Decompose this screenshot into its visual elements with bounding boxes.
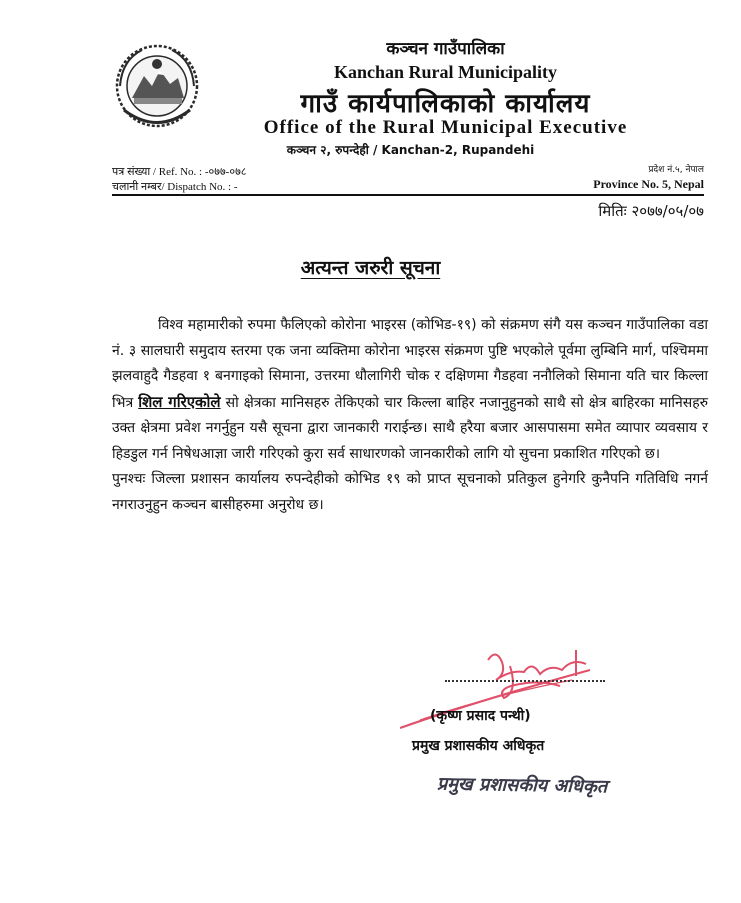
notice-body <box>112 313 708 518</box>
official-stamp: प्रमुख प्रशासकीय अधिकृत <box>436 773 608 798</box>
address: कञ्चन २, रुपन्देही / Kanchan-2, Rupandehi <box>286 143 535 157</box>
header-divider <box>112 194 704 196</box>
office-name-en: Office of the Rural Municipal Executive <box>263 117 628 138</box>
notice-paragraph-1 <box>112 313 708 467</box>
para1-part-a: विश्व महामारीको रुपमा फैलिएको कोरोना भाइरस (कोभिड-१९) को संक्रमण संगै यस कञ्चन गाउँपालिका वडा नं. ३ सालघारी समुदाय स्तरमा एक जना व्यक्तिमा कोरोना भाइरस संक्रमण पुष्टि भएकोले पूर्वमा लुम्बिनि मार्ग, पश्चिममा झलवाहुदै गैडहवा १ बनगाइको सिमाना, उत्तरमा धौलागिरी चोक र दक्षिणमा गैडहवा ननौलिको सिमाना यति चार किल्ला भित्र <box>112 317 708 411</box>
para1-part-b: सो क्षेत्रका मानिसहरु तेकिएको चार किल्ला बाहिर नजानुहुनको साथै सो क्षेत्र बाहिरका मानिसहरु उक्त क्षेत्रमा प्रवेश नगर्नुहुन यसै सूचना द्वारा जानकारी गराईन्छ। साथै हरैया बजार आसपासमा समेत व्यापार व्यवसाय र हिडडुल गर्न निषेधआज्ञा जारी गरिएको कुरा सर्व साधारणको जानकारीको लागि यो सुचना प्रकाशित गरिएको छ। <box>112 394 708 462</box>
signatory-name: (कृष्ण प्रसाद पन्थी) <box>430 708 531 724</box>
signature-line <box>445 680 605 682</box>
government-seal-icon <box>112 40 202 132</box>
office-name-np: गाउँ कार्यपालिकाको कार्यालय <box>300 89 591 119</box>
para1-highlight: शिल गरिएकोले <box>138 392 221 411</box>
notice-paragraph-2: पुनश्चः जिल्ला प्रशासन कार्यालय रुपन्देहीको कोभिड १९ को प्राप्त सूचनाको प्रतिकुल हुनेगरि कुनैपनि गतिविधि नगर्न नगराउनुहुन कञ्चन बासीहरुमा अनुरोध छ। <box>112 471 708 513</box>
dispatch-number: चलानी नम्बर/ Dispatch No. : - <box>112 181 238 193</box>
signatory-title: प्रमुख प्रशासकीय अधिकृत <box>412 738 545 754</box>
province-np: प्रदेश नं.५, नेपाल <box>648 165 704 175</box>
municipality-name-en: Kanchan Rural Municipality <box>333 62 558 82</box>
notice-title <box>0 254 741 280</box>
province-en: Province No. 5, Nepal <box>593 177 704 191</box>
municipality-name-np: कञ्चन गाउँपालिका <box>386 39 505 59</box>
notice-date: मितिः २०७७/०५/०७ <box>598 202 704 220</box>
ref-number: पत्र संख्या / Ref. No. : -०७७-०७८ <box>112 166 247 178</box>
notice-title-text: अत्यन्त जरुरी सूचना <box>300 257 441 279</box>
